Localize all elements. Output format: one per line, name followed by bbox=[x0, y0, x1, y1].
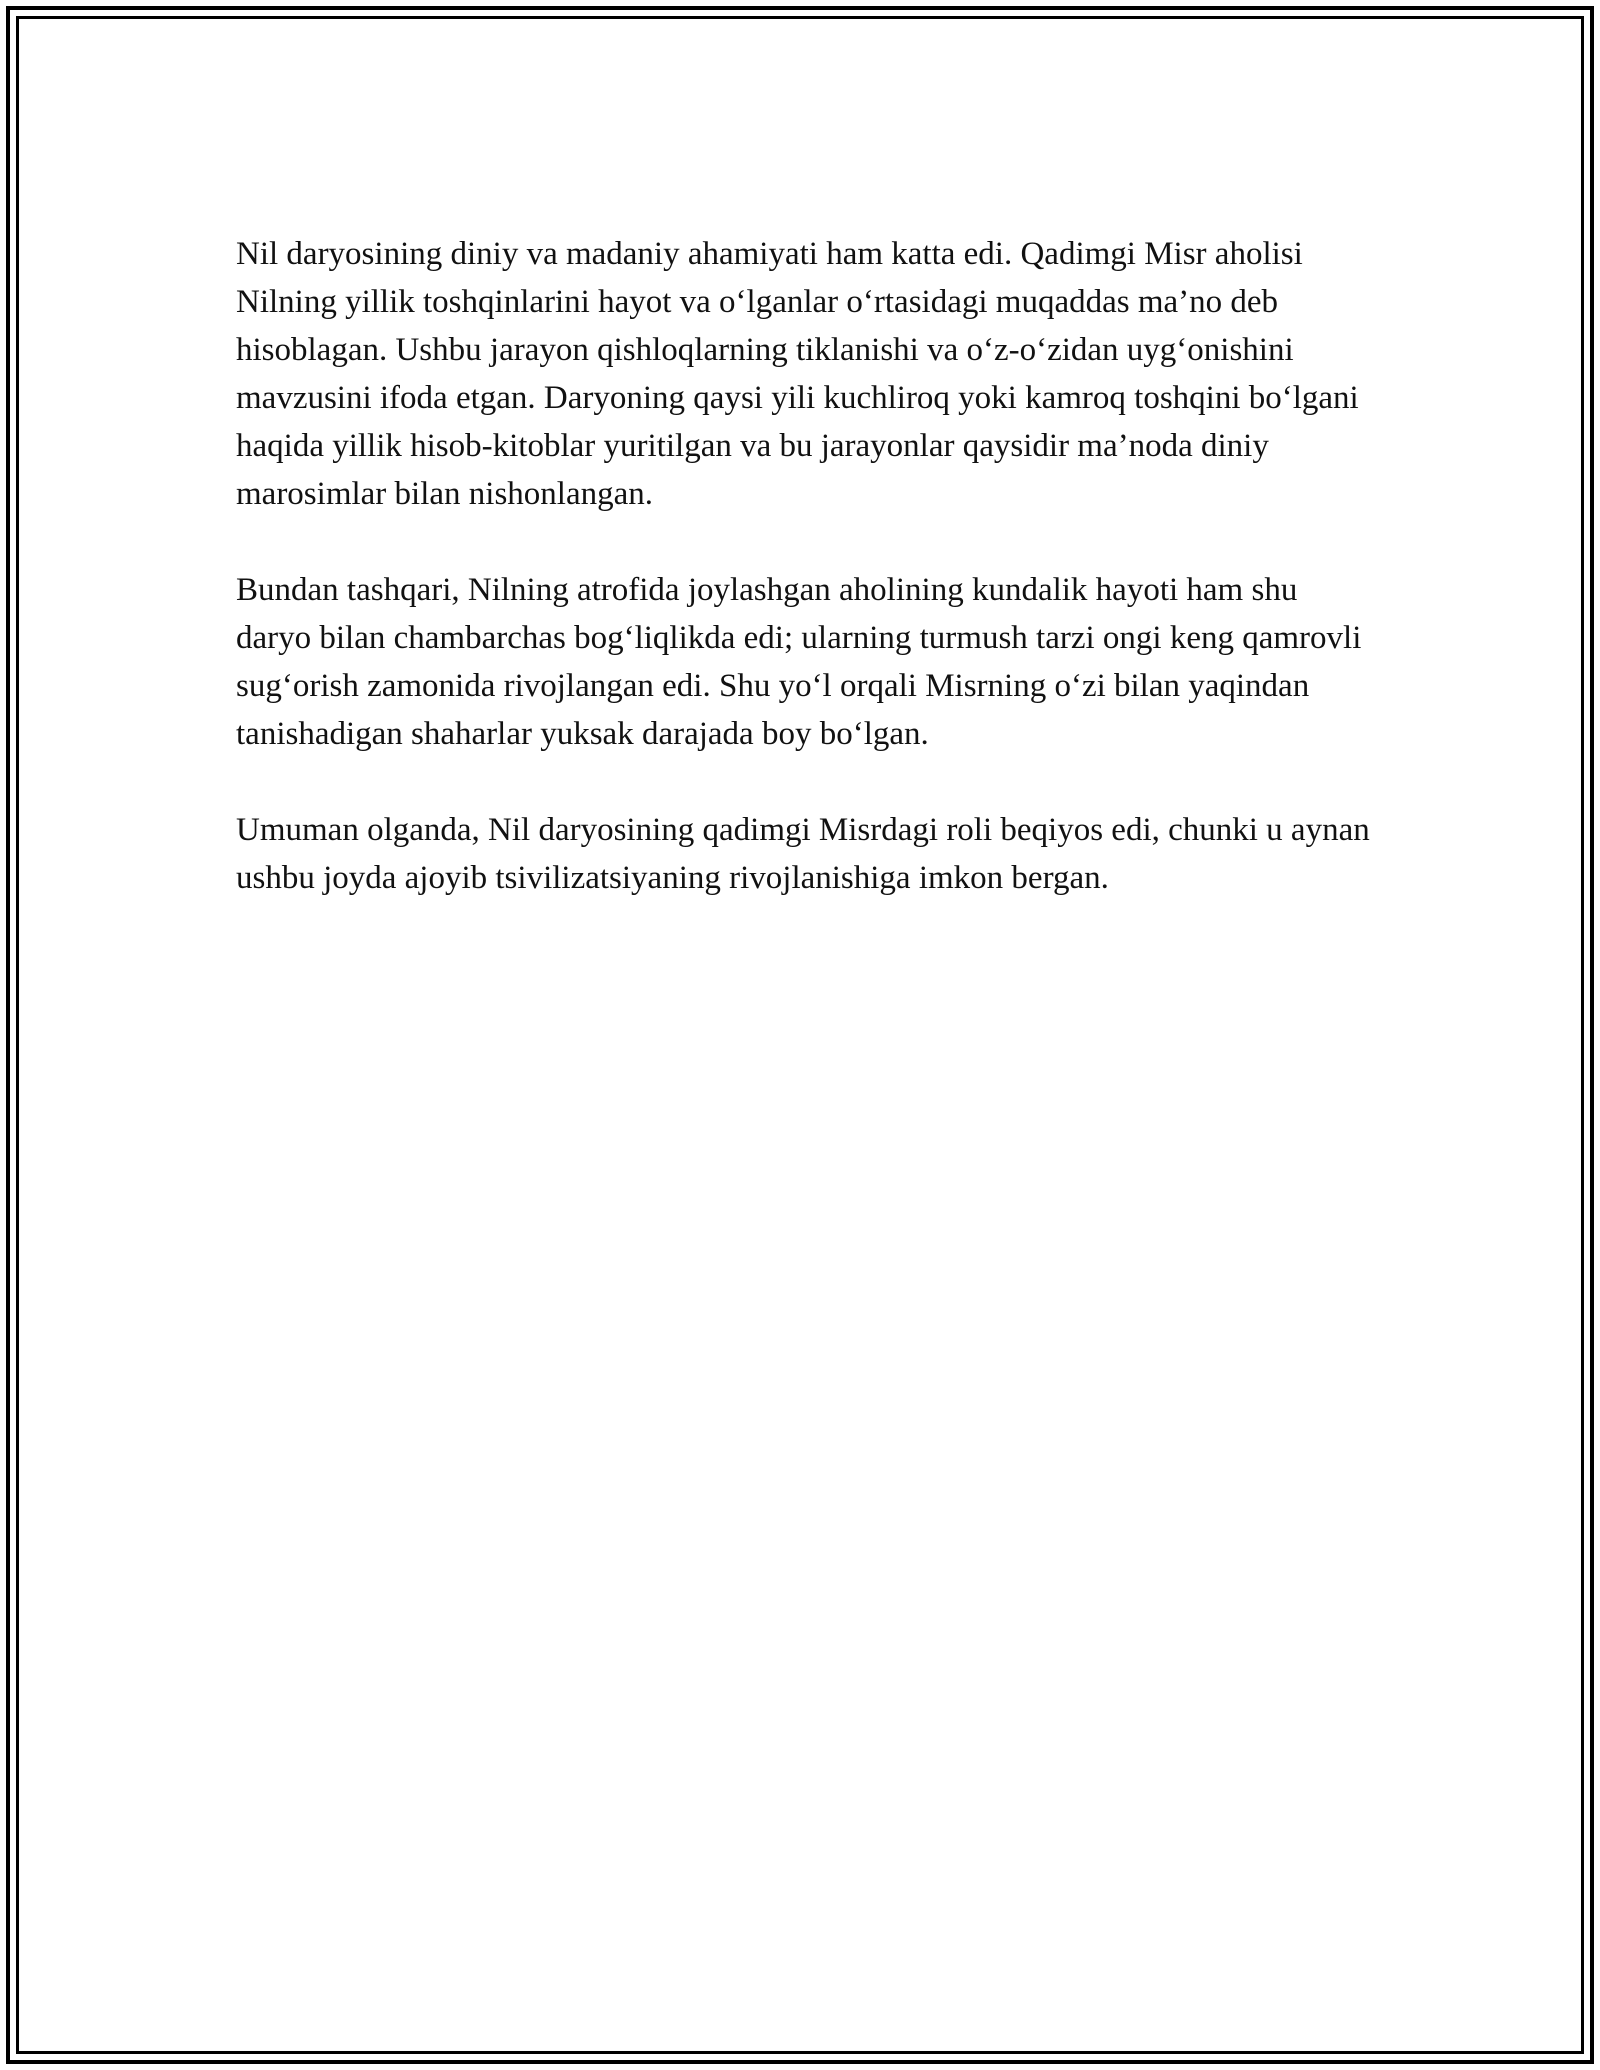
document-body bbox=[236, 230, 1376, 950]
paragraph-3: Umuman olganda, Nil daryosining qadimgi Misrdagi roli beqiyos edi, chunki u aynan ushbu joyda ajoyib tsivilizatsiyaning rivojlanishiga imkon bergan. bbox=[236, 812, 1370, 896]
paragraph-2: Bundan tashqari, Nilning atrofida joylashgan aholining kundalik hayoti ham shu daryo bilan chambarchas bog‘liqlikda edi; ularning turmush tarzi ongi keng qamrovli sug‘orish zamonida rivojlangan edi. Shu yo‘l orqali Misrning o‘zi bilan yaqindan tanishadigan shaharlar yuksak darajada boy bo‘lgan. bbox=[236, 572, 1362, 752]
paragraph-1: Nil daryosining diniy va madaniy ahamiyati ham katta edi. Qadimgi Misr aholisi Nilning yillik toshqinlarini hayot va o‘lganlar o‘rtasidagi muqaddas ma’no deb hisoblagan. Ushbu jarayon qishloqlarning tiklanishi va o‘z-o‘zidan uyg‘onishini mavzusini ifoda etgan. Daryoning qaysi yili kuchliroq yoki kamroq toshqini bo‘lgani haqida yillik hisob-kitoblar yuritilgan va bu jarayonlar qaysidir ma’noda diniy marosimlar bilan nishonlangan. bbox=[236, 236, 1359, 512]
